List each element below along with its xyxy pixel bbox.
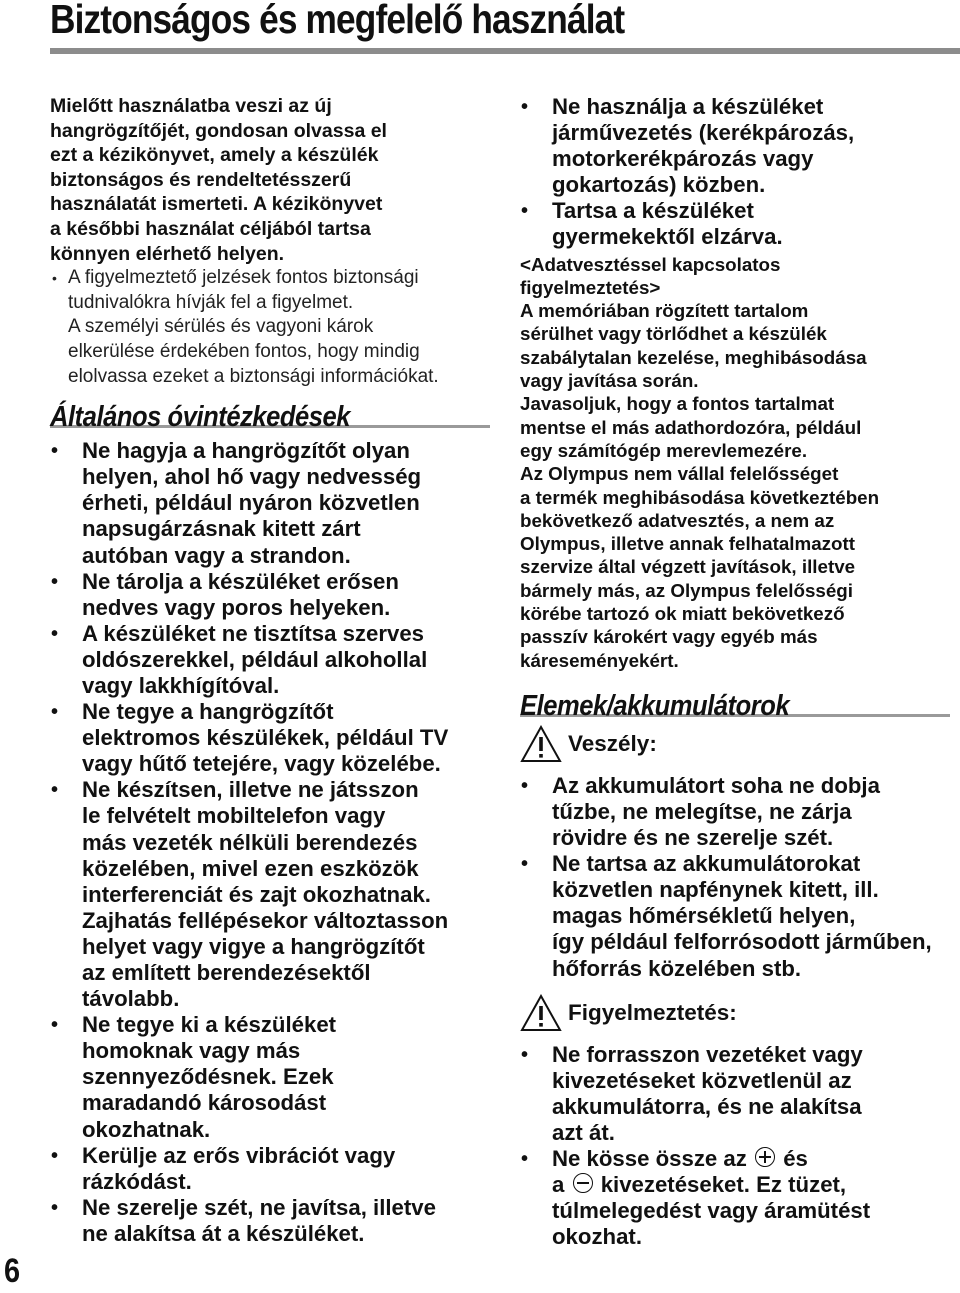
line: rázkódást. (82, 1168, 192, 1194)
general-precautions-list (50, 438, 490, 1247)
line: Ne hagyja a hangrögzítőt olyan (82, 438, 410, 464)
line-text: Ne kösse össze az (552, 1146, 747, 1172)
line: okozhat. (552, 1224, 642, 1250)
line: magas hőmérsékletű helyen, (552, 903, 856, 929)
warning-triangle-icon (520, 994, 562, 1032)
line: hőforrás közelében stb. (552, 955, 802, 981)
list-item (520, 1146, 955, 1250)
line: kivezetéseket közvetlenül az (552, 1067, 852, 1093)
line (552, 1146, 955, 1172)
line: Olympus, illetve annak felhatalmazott (520, 533, 856, 555)
line: Tartsa a készüléket (552, 198, 754, 224)
list-item (50, 621, 490, 699)
danger-label: Veszély: (568, 730, 657, 756)
line: nedves vagy poros helyeken. (82, 594, 391, 620)
intro-line: ezt a kézikönyvet, amely a készülék (50, 144, 379, 167)
bullet-icon: • (521, 1148, 529, 1171)
line: járművezetés (kerékpározás, (552, 120, 855, 146)
plus-terminal-icon (755, 1147, 775, 1167)
line: egy számítógép merevlemezére. (520, 439, 808, 461)
list-item (520, 773, 955, 851)
line: közelében, mivel ezen eszközök (82, 855, 419, 881)
bullet-icon: • (521, 96, 529, 118)
section-heading-general: Általános óvintézkedések (50, 401, 351, 434)
line: gokartozás) közben. (552, 172, 766, 198)
list-item (520, 851, 955, 981)
line: azt át. (552, 1119, 615, 1145)
intro-line: Mielőtt használatba veszi az új (50, 95, 332, 117)
line: le felvételt mobiltelefon vagy (82, 803, 386, 829)
line: közvetlen napfénynek kitett, ill. (552, 877, 879, 903)
line: bármely más, az Olympus felelősségi (520, 579, 853, 601)
intro-line: hangrögzítőjét, gondosan olvassa el (50, 119, 387, 142)
note-line: A személyi sérülés és vagyoni károk (68, 316, 374, 338)
list-item (520, 1042, 955, 1146)
line: más vezeték nélküli berendezés (82, 829, 418, 855)
line (552, 1172, 955, 1198)
note-line: elolvassa ezeket a biztonsági információkat. (68, 365, 439, 387)
bullet-icon: • (51, 701, 59, 724)
line: Ne forrasszon vezetéket vagy (552, 1041, 863, 1067)
page-number: 6 (4, 1252, 21, 1290)
paragraph (520, 462, 955, 672)
bullet-icon: • (521, 200, 529, 223)
right-column (520, 94, 955, 1250)
paragraph (520, 392, 955, 462)
list-item (50, 1143, 490, 1195)
list-item (50, 699, 490, 777)
line: Ne készítsen, illetve ne játsszon (82, 777, 419, 803)
line: Ne tegye a hangrögzítőt (82, 699, 334, 725)
line: oldószerekkel, például alkohollal (82, 646, 428, 672)
list-item (520, 198, 955, 250)
line-text: a (552, 1172, 565, 1198)
line: napsugárzásnak kitett zárt (82, 516, 361, 542)
page-title: Biztonságos és megfelelő használat (50, 0, 625, 42)
bullet-icon: • (521, 1043, 529, 1066)
note-line: A figyelmeztető jelzések fontos biztonsági (68, 267, 419, 289)
line: szennyeződésnek. Ezek (82, 1064, 334, 1090)
list-item (50, 438, 490, 568)
danger-header (520, 723, 955, 765)
line: figyelmeztetés> (520, 276, 661, 298)
line: Ne használja a készüléket (552, 94, 824, 119)
intro-line: könnyen elérhető helyen. (50, 242, 285, 265)
safety-notes (50, 266, 490, 389)
danger-list (520, 773, 955, 982)
warning-header (520, 992, 955, 1034)
bullet-icon: • (52, 270, 57, 287)
line: körébe tartozó ok miatt bekövetkező (520, 603, 845, 625)
line: Zajhatás fellépésekor változtasson (82, 907, 449, 933)
line: interferenciát és zajt okozhatnak. (82, 881, 431, 907)
line: helyen, ahol hő vagy nedvesség (82, 464, 422, 490)
list-item (50, 569, 490, 621)
list-item (50, 777, 490, 1012)
minus-terminal-icon (573, 1173, 593, 1193)
paragraph (520, 253, 955, 300)
line: vagy javítása során. (520, 370, 699, 392)
line: mentse el más adathordozóra, például (520, 416, 862, 438)
section-heading-batteries: Elemek/akkumulátorok (520, 689, 790, 722)
left-column (50, 94, 490, 1247)
line: tűzbe, ne melegítse, ne zárja (552, 799, 852, 824)
paragraph (520, 299, 955, 392)
line: rövidre és ne szerelje szét. (552, 825, 834, 851)
note-line: tudnivalókra hívják fel a figyelmet. (68, 291, 354, 313)
line: bekövetkező adatvesztés, a nem az (520, 509, 835, 531)
bullet-icon: • (521, 774, 529, 797)
bullet-icon: • (521, 853, 529, 876)
list-item (520, 94, 955, 198)
line: vagy lakkhígítóval. (82, 672, 280, 698)
line: távolabb. (82, 986, 180, 1012)
bullet-icon: • (51, 1196, 59, 1219)
line: Az Olympus nem vállal felelősséget (520, 463, 839, 485)
danger-triangle-icon (520, 725, 562, 763)
line: gyermekektől elzárva. (552, 224, 783, 250)
line: A készüléket ne tisztítsa szerves (82, 620, 425, 646)
line: akkumulátorra, és ne alakítsa (552, 1093, 862, 1119)
bullet-icon: • (51, 779, 59, 802)
note-line: elkerülése érdekében fontos, hogy mindig (68, 340, 420, 362)
line: Kerülje az erős vibrációt vagy (82, 1142, 396, 1168)
line: Ne tárolja a készüléket erősen (82, 568, 399, 594)
line: autóban vagy a strandon. (82, 542, 351, 568)
list-item (50, 1195, 490, 1247)
line: passzív károkért vagy egyéb más (520, 626, 818, 648)
line: A memóriában rögzített tartalom (520, 300, 809, 322)
line-text: kivezetéseket. Ez tüzet, (600, 1172, 847, 1198)
line: helyet vagy vigye a hangrögzítőt (82, 933, 425, 959)
line: Az akkumulátort soha ne dobja (552, 772, 880, 798)
intro-paragraph (50, 94, 490, 266)
line: a termék meghibásodása következtében (520, 486, 880, 508)
intro-line: biztonságos és rendeltetésszerű (50, 168, 352, 191)
line: szabálytalan kezelése, meghibásodása (520, 346, 867, 368)
line-text: és (783, 1146, 808, 1172)
bullet-icon: • (51, 570, 59, 593)
line: sérülhet vagy törlődhet a készülék (520, 323, 827, 345)
list-item (50, 1012, 490, 1142)
line: káreseményekért. (520, 649, 679, 671)
usage-precautions-list (520, 94, 955, 251)
bullet-icon: • (51, 1144, 59, 1167)
line: Ne szerelje szét, ne javítsa, illetve (82, 1194, 436, 1220)
note-item (50, 266, 490, 389)
line: <Adatvesztéssel kapcsolatos (520, 253, 781, 275)
line: így például felforrósodott járműben, (552, 929, 932, 955)
intro-line: használatát ismerteti. A kézikönyvet (50, 193, 383, 216)
line: túlmelegedést vagy áramütést (552, 1198, 871, 1224)
bullet-icon: • (51, 1014, 59, 1037)
line: érheti, például nyáron közvetlen (82, 490, 420, 516)
line: ne alakítsa át a készüléket. (82, 1220, 365, 1246)
line: az említett berendezésektől (82, 960, 371, 985)
bullet-icon: • (51, 622, 59, 645)
warning-list (520, 1042, 955, 1251)
warning-label: Figyelmeztetés: (568, 999, 737, 1025)
line: Ne tartsa az akkumulátorokat (552, 851, 861, 877)
bullet-icon: • (51, 440, 59, 463)
line: Javasoljuk, hogy a fontos tartalmat (520, 393, 835, 415)
line: szervize által végzett javítások, illetve (520, 556, 856, 578)
line: motorkerékpározás vagy (552, 146, 814, 172)
line: Ne tegye ki a készüléket (82, 1012, 337, 1038)
line: homoknak vagy más (82, 1038, 301, 1064)
line: okozhatnak. (82, 1116, 211, 1142)
line: vagy hűtő tetejére, vagy közelébe. (82, 751, 441, 777)
line: maradandó károsodást (82, 1090, 327, 1116)
data-loss-warning (520, 253, 955, 672)
intro-line: a későbbi használat céljából tartsa (50, 217, 371, 240)
line: elektromos készülékek, például TV (82, 725, 449, 751)
